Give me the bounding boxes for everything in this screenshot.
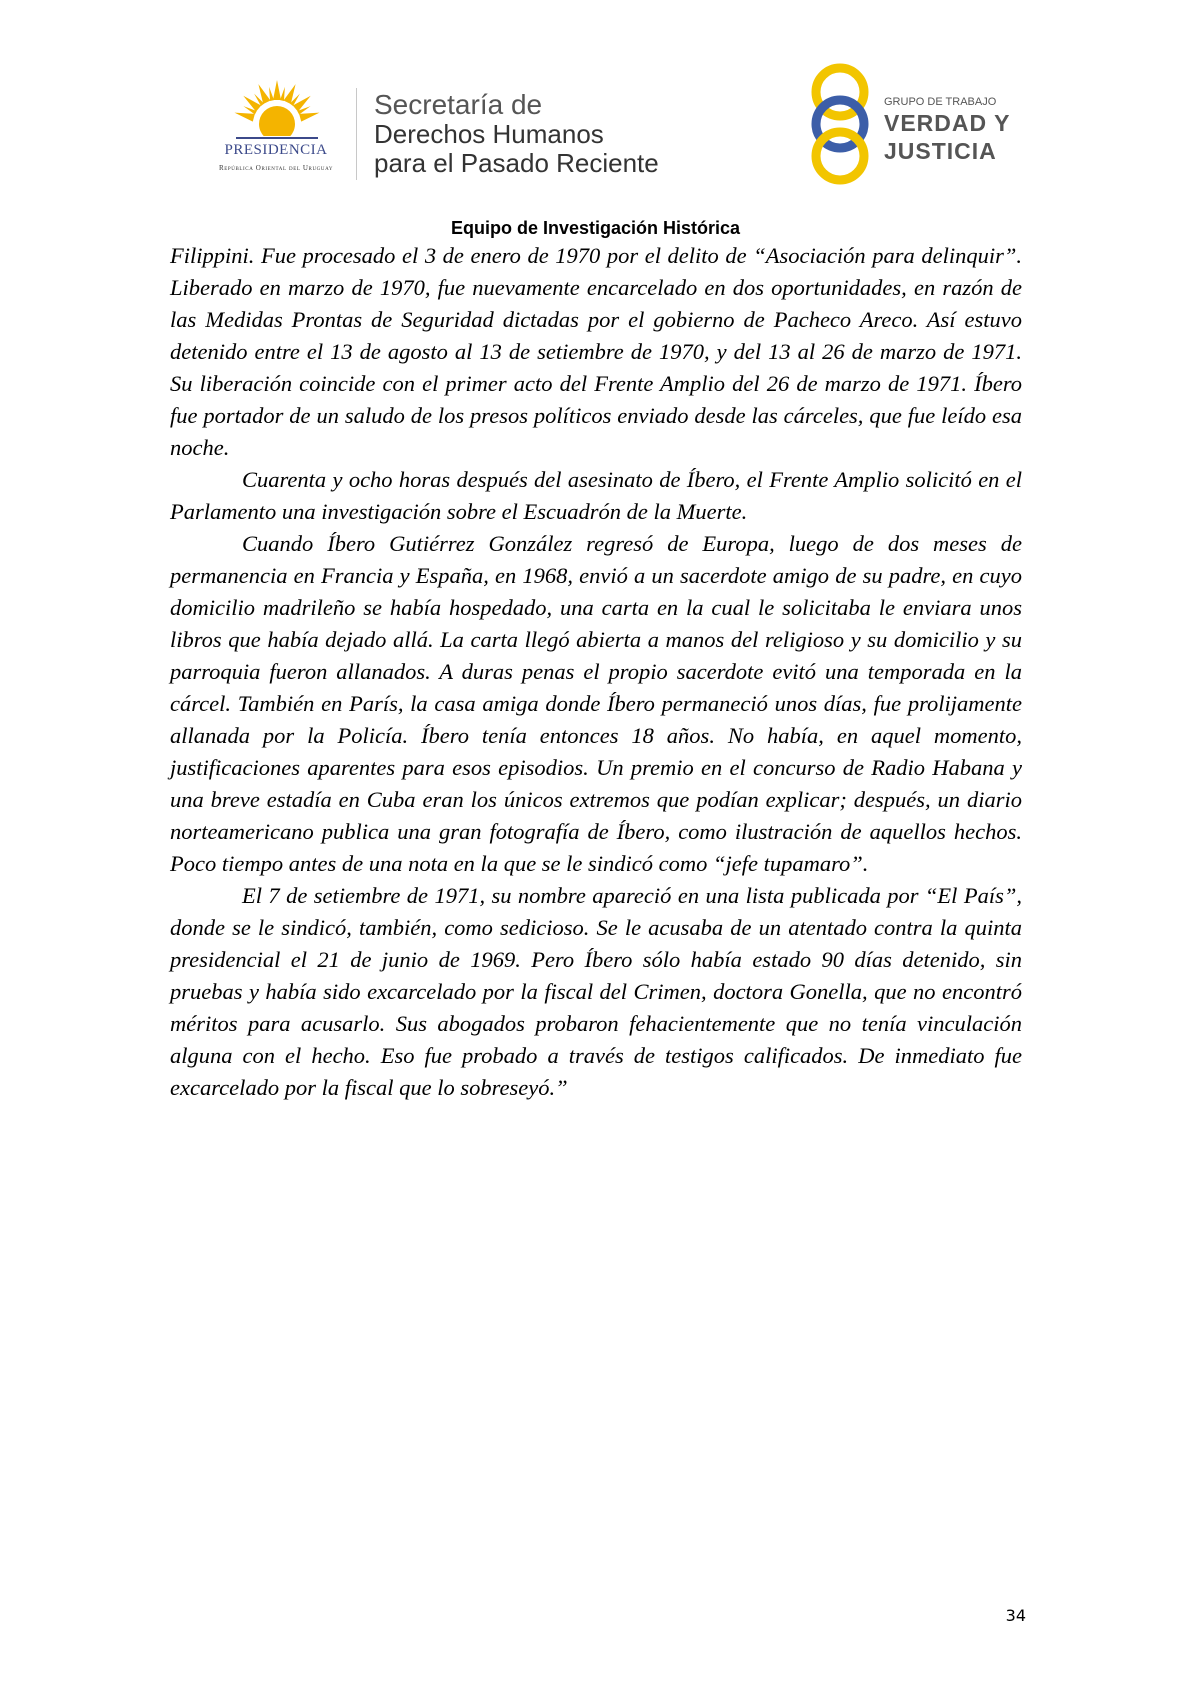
linked-rings-icon — [806, 62, 882, 186]
presidencia-name: PRESIDENCIA — [224, 142, 328, 158]
document-body — [170, 240, 1022, 1104]
paragraph: Filippini. Fue procesado el 3 de enero de 1970 por el delito de “Asociación para delinquir”. Liberado en marzo de 1970, fue nuevamente encarcelado en dos oportunidades, en razón de las Medidas Prontas de Seguridad dictadas por el gobierno de Pacheco Areco. Así estuvo detenido entre el 13 de agosto al 13 de setiembre de 1970, y del 13 al 26 de marzo de 1971. Su liberación coincide con el primer acto del Frente Amplio del 26 de marzo de 1971. Íbero fue portador de un saludo de los presos políticos enviado desde las cárceles, que fue leído esa noche. — [170, 243, 1022, 460]
page-header — [0, 0, 1191, 240]
header-divider — [356, 88, 357, 180]
paragraph: Cuando Íbero Gutiérrez González regresó de Europa, luego de dos meses de permanencia en Francia y España, en 1968, envió a un sacerdote amigo de su padre, en cuyo domicilio madrileño se había hospedado, una carta en la cual le solicitaba le enviara unos libros que había dejado allá. La carta llegó abierta a manos del religioso y su domicilio y su parroquia fueron allanados. A duras penas el propio sacerdote evitó una temporada en la cárcel. También en París, la casa amiga donde Íbero permaneció unos días, fue prolijamente allanada por la Policía. Íbero tenía entonces 18 años. No había, en aquel momento, justificaciones aparentes para esos episodios. Un premio en el concurso de Radio Habana y una breve estadía en Cuba eran los únicos extremos que podían explicar; después, un diario norteamericano publica una gran fotografía de Íbero, como ilustración de aquellos hechos. Poco tiempo antes de una nota en la que se le sindicó como “jefe tupamaro”. — [170, 531, 1022, 876]
presidencia-subtitle: República Oriental del Uruguay — [218, 164, 334, 172]
grupo-line2: VERDAD Y — [884, 110, 1011, 136]
sun-icon — [232, 80, 322, 142]
presidencia-logo — [196, 80, 356, 180]
paragraph: El 7 de setiembre de 1971, su nombre apareció en una lista publicada por “El País”, donde se le sindicó, también, como sedicioso. Se le acusaba de un atentado contra la quinta presidencial el 21 de junio de 1969. Pero Íbero sólo había estado 90 días detenido, sin pruebas y había sido excarcelado por la fiscal del Crimen, doctora Gonella, que no encontró méritos para acusarlo. Sus abogados probaron fehacientemente que no tenía vinculación alguna con el hecho. Eso fue probado a través de testigos calificados. De inmediato fue excarcelado por la fiscal que lo sobreseyó.” — [170, 883, 1022, 1100]
grupo-line3: JUSTICIA — [884, 138, 997, 164]
page-number: 34 — [1005, 1606, 1026, 1625]
secretaria-logo — [374, 90, 659, 178]
secretaria-line1: Secretaría de — [374, 89, 543, 120]
paragraph: Cuarenta y ocho horas después del asesinato de Íbero, el Frente Amplio solicitó en el Parlamento una investigación sobre el Escuadrón de la Muerte. — [170, 467, 1022, 524]
secretaria-line2: Derechos Humanos — [374, 119, 604, 149]
secretaria-line3: para el Pasado Reciente — [374, 148, 659, 178]
team-title: Equipo de Investigación Histórica — [450, 218, 741, 238]
grupo-line1: GRUPO DE TRABAJO — [884, 96, 997, 108]
grupo-verdad-justicia-logo — [806, 62, 1026, 192]
